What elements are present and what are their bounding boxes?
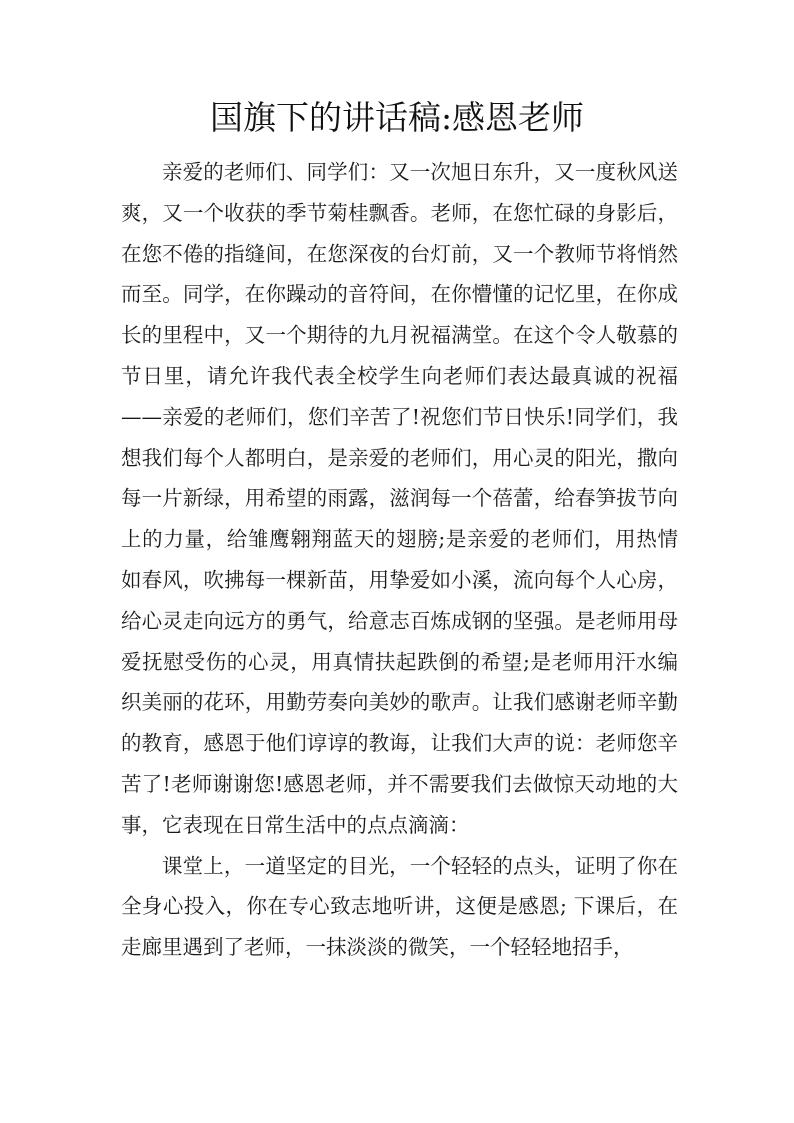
paragraph-1: 亲爱的老师们、同学们：又一次旭日东升，又一度秋风送爽，又一个收获的季节菊桂飘香。老师，在您忙碌的身影后，在您不倦的指缝间，在您深夜的台灯前，又一个教师节将悄然而至。同学，在你躁动的音符间，在你懵懂的记忆里，在你成长的里程中，又一个期待的九月祝福满堂。在这个令人敬慕的节日里，请允许我代表全校学生向老师们表达最真诚的祝福——亲爱的老师们，您们辛苦了!祝您们节日快乐!同学们，我想我们每个人都明白，是亲爱的老师们，用心灵的阳光，撒向每一片新绿，用希望的雨露，滋润每一个蓓蕾，给春笋拔节向上的力量，给雏鹰翱翔蓝天的翅膀;是亲爱的老师们，用热情如春风，吹拂每一棵新苗，用挚爱如小溪，流向每个人心房，给心灵走向远方的勇气，给意志百炼成钢的坚强。是老师用母爱抚慰受伤的心灵，用真情扶起跌倒的希望;是老师用汗水编织美丽的花环，用勤劳奏向美妙的歌声。让我们感谢老师辛勤的教育，感恩于他们谆谆的教诲，让我们大声的说：老师您辛苦了!老师谢谢您!感恩老师，并不需要我们去做惊天动地的大事，它表现在日常生活中的点点滴滴： [121, 160, 678, 837]
document-body [121, 152, 678, 968]
paragraph-2: 课堂上，一道坚定的目光，一个轻轻的点头，证明了你在全身心投入，你在专心致志地听讲，这便是感恩; 下课后，在走廊里遇到了老师，一抹淡淡的微笑，一个轻轻地招手， [121, 853, 678, 960]
document-title: 国旗下的讲话稿:感恩老师 [209, 98, 585, 137]
